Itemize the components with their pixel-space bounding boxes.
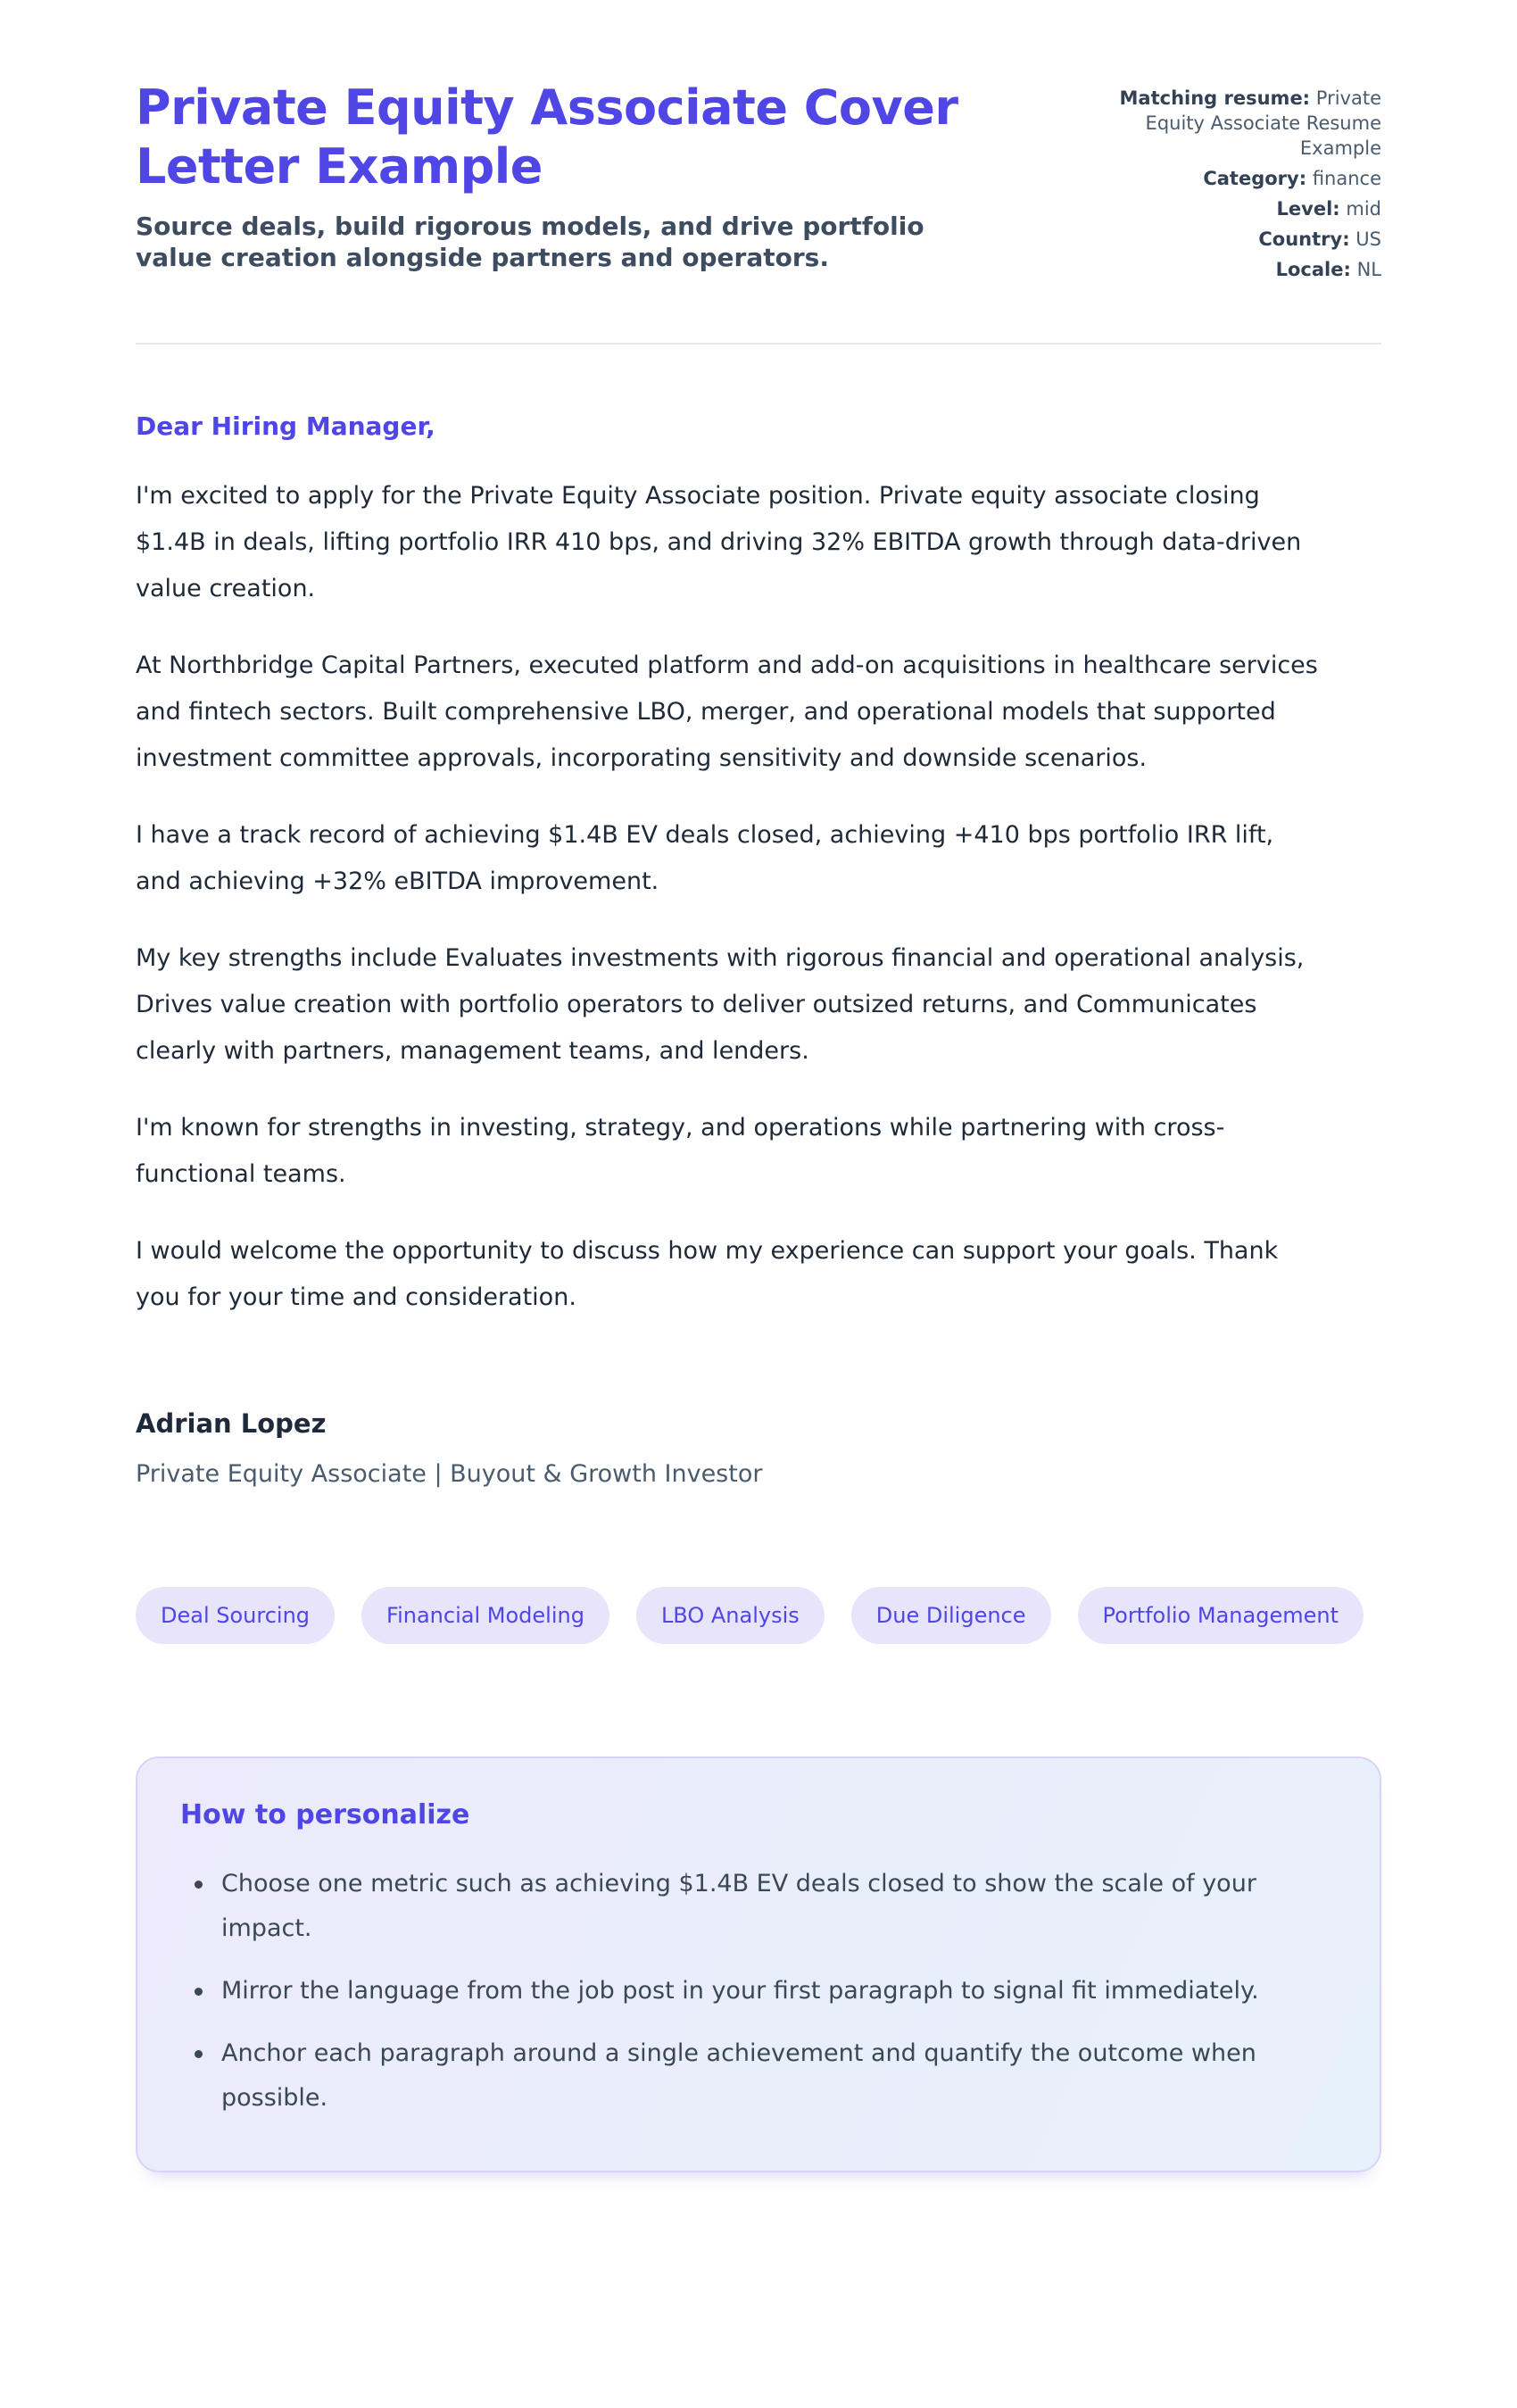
personalize-tip-2: Mirror the language from the job post in your first paragraph to signal fit immediately.: [180, 1969, 1278, 2014]
signature-title: Private Equity Associate | Buyout & Growth Investor: [136, 1460, 763, 1488]
skill-tag-lbo-analysis: LBO Analysis: [636, 1587, 825, 1644]
meta-country: [1060, 227, 1381, 252]
letter-paragraph-4: My key strengths include Evaluates investments with rigorous financial and operational analysis, Drives value creation with portfolio operators to deliver outsized returns, and Communicates clearly with partners, management teams, and lenders.: [136, 944, 1305, 1065]
header-divider: [136, 343, 1381, 345]
letter-paragraph-6: I would welcome the opportunity to discuss how my experience can support your goals. Thank you for your time and consideration.: [136, 1237, 1279, 1311]
salutation: Dear Hiring Manager,: [136, 411, 435, 441]
page-subtitle: Source deals, build rigorous models, and drive portfolio value creation alongside partners and operators.: [136, 212, 924, 272]
letter-paragraph-3: I have a track record of achieving $1.4B EV deals closed, achieving +410 bps portfolio IRR lift, and achieving +32% eBITDA improvement.: [136, 821, 1274, 895]
meta-label: Category:: [1203, 168, 1307, 189]
meta-value: finance: [1312, 168, 1381, 189]
letter-paragraph-5: I'm known for strengths in investing, strategy, and operations while partnering with cross-functional teams.: [136, 1114, 1225, 1188]
meta-category: [1060, 166, 1381, 191]
title-block: [136, 79, 1039, 273]
page-header: [136, 79, 1381, 287]
skill-tag-portfolio-management: Portfolio Management: [1078, 1587, 1364, 1644]
personalize-tip-1: Choose one metric such as achieving $1.4B EV deals closed to show the scale of your impact.: [180, 1862, 1278, 1951]
meta-value: NL: [1356, 259, 1381, 280]
resume-meta-panel: [1060, 79, 1381, 287]
letter-paragraph-1: I'm excited to apply for the Private Equity Associate position. Private equity associate closing $1.4B in deals, lifting portfolio IRR 410 bps, and driving 32% EBITDA growth through data-driven value creation.: [136, 482, 1302, 602]
meta-label: Country:: [1258, 228, 1350, 250]
meta-label: Level:: [1276, 198, 1340, 220]
skill-tag-financial-modeling: Financial Modeling: [361, 1587, 609, 1644]
meta-label: Matching resume:: [1119, 87, 1311, 109]
letter-paragraph-2: At Northbridge Capital Partners, executed platform and add-on acquisitions in healthcare services and fintech sectors. Built comprehensive LBO, merger, and operational models that supported investment committee approvals, incorporating sensitivity and downside scenarios.: [136, 652, 1318, 772]
meta-value: mid: [1346, 198, 1381, 220]
meta-value: Private Equity Associate Resume Example: [1145, 87, 1381, 159]
page-title: Private Equity Associate Cover Letter Example: [136, 79, 958, 195]
meta-locale: [1060, 257, 1381, 282]
skill-tag-due-diligence: Due Diligence: [851, 1587, 1051, 1644]
signature-name: Adrian Lopez: [136, 1408, 327, 1439]
personalize-tip-list: [180, 1862, 1335, 2121]
skill-tag-deal-sourcing: Deal Sourcing: [136, 1587, 335, 1644]
meta-label: Locale:: [1275, 259, 1351, 280]
meta-matching-resume: [1060, 86, 1381, 161]
personalize-title: How to personalize: [180, 1799, 470, 1831]
personalize-tip-3: Anchor each paragraph around a single achievement and quantify the outcome when possible.: [180, 2031, 1278, 2121]
meta-level: [1060, 196, 1381, 221]
skill-tag-list: [136, 1587, 1381, 1644]
meta-value: US: [1355, 228, 1381, 250]
personalize-box: [136, 1756, 1381, 2172]
cover-letter-body: [136, 411, 1381, 1492]
